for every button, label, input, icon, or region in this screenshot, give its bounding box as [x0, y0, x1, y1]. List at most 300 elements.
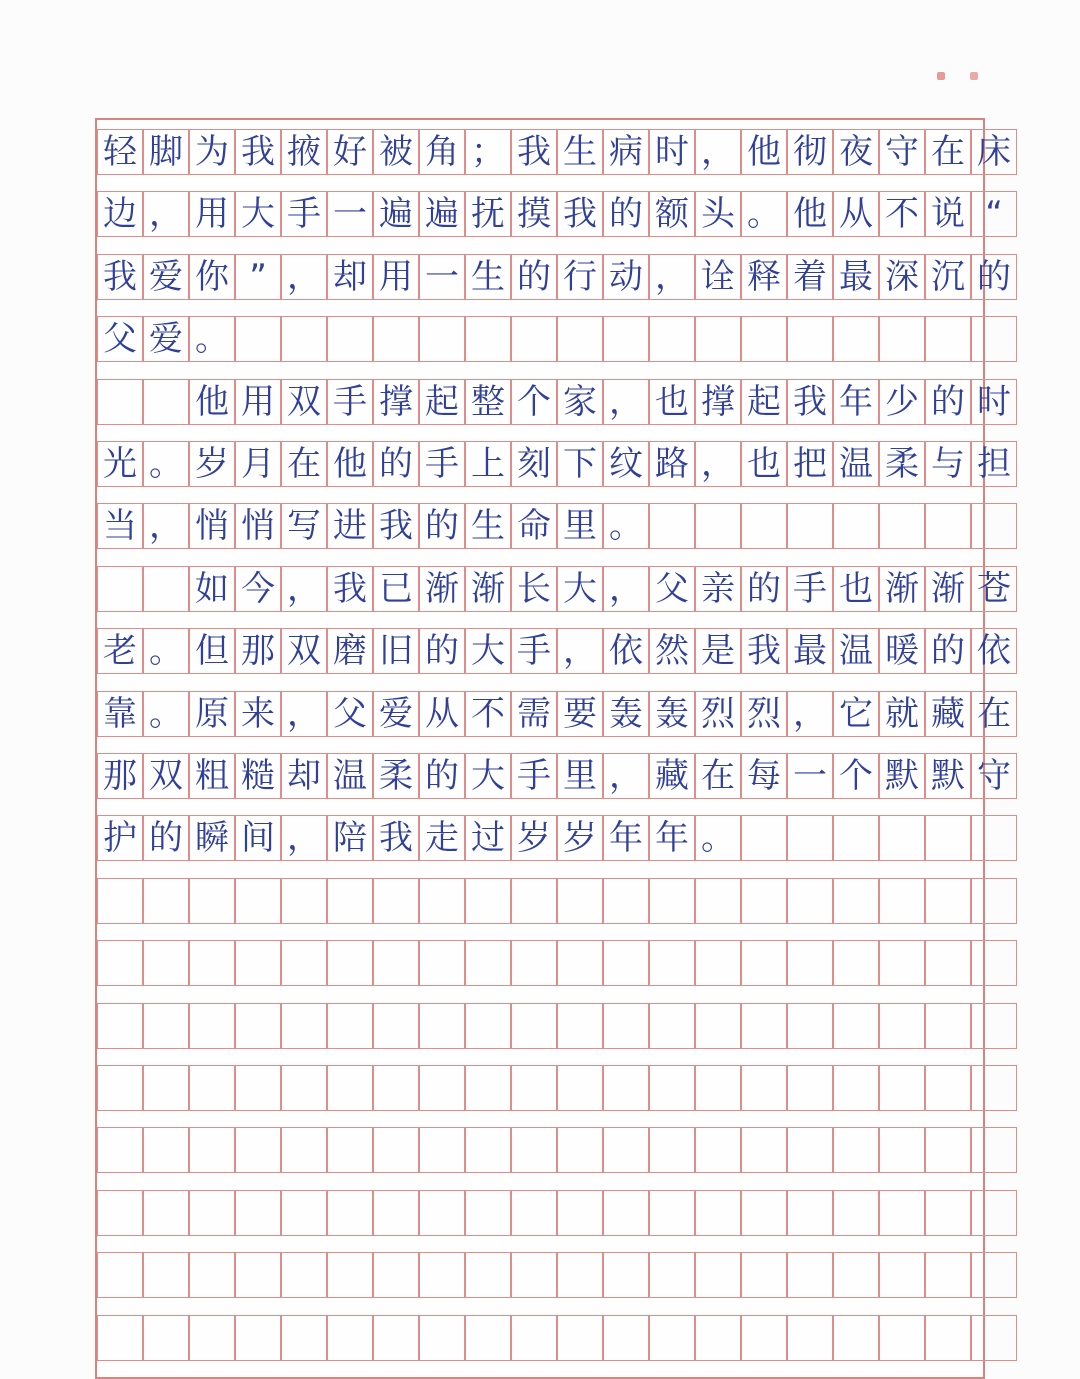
grid-cell: [695, 1252, 741, 1298]
grid-cell: 手: [787, 566, 833, 612]
grid-row: [97, 878, 1017, 924]
grid-cell: [695, 1315, 741, 1361]
grid-cell: 双: [143, 753, 189, 799]
grid-cell: 他: [327, 441, 373, 487]
grid-cell: ”: [235, 254, 281, 300]
grid-cell: [557, 940, 603, 986]
grid-cell: 暖: [879, 628, 925, 674]
grid-cell: [235, 1252, 281, 1298]
grid-cell: [649, 1190, 695, 1236]
grid-cell: [281, 1003, 327, 1049]
grid-cell: [603, 878, 649, 924]
grid-cell: 病: [603, 129, 649, 175]
grid-cell: [557, 1190, 603, 1236]
grid-cell: [189, 940, 235, 986]
grid-cell: 大: [465, 753, 511, 799]
grid-cell: [557, 878, 603, 924]
grid-cell: [787, 940, 833, 986]
grid-cell: [327, 1252, 373, 1298]
grid-cell: 边: [97, 191, 143, 237]
grid-cell: 岁: [511, 815, 557, 861]
grid-cell: [603, 1315, 649, 1361]
grid-cell: 好: [327, 129, 373, 175]
grid-cell: 双: [281, 628, 327, 674]
grid-cell: 一: [787, 753, 833, 799]
grid-cell: [511, 316, 557, 362]
grid-cell: [465, 878, 511, 924]
grid-cell: [235, 1190, 281, 1236]
grid-cell: ，: [603, 566, 649, 612]
grid-cell: 一: [327, 191, 373, 237]
grid-cell: 温: [833, 628, 879, 674]
grid-cell: 个: [833, 753, 879, 799]
grid-cell: 里: [557, 753, 603, 799]
grid-cell: [97, 379, 143, 425]
grid-cell: 遍: [373, 191, 419, 237]
grid-cell: 岁: [189, 441, 235, 487]
grid-cell: ，: [649, 254, 695, 300]
grid-cell: 个: [511, 379, 557, 425]
grid-cell: 的: [971, 254, 1017, 300]
grid-cell: [373, 316, 419, 362]
grid-cell: [557, 1003, 603, 1049]
grid-cell: [741, 815, 787, 861]
grid-cell: [465, 1190, 511, 1236]
grid-cell: 一: [419, 254, 465, 300]
grid-cell: 纹: [603, 441, 649, 487]
grid-cell: 不: [879, 191, 925, 237]
grid-cell: 我: [741, 628, 787, 674]
grid-cell: 在: [925, 129, 971, 175]
grid-cell: 糙: [235, 753, 281, 799]
grid-cell: 悄: [189, 503, 235, 549]
grid-cell: [327, 316, 373, 362]
corner-mark-right: [970, 72, 978, 80]
grid-cell: [465, 940, 511, 986]
grid-cell: 的: [925, 628, 971, 674]
grid-cell: 瞬: [189, 815, 235, 861]
grid-cell: [833, 316, 879, 362]
grid-cell: [511, 940, 557, 986]
grid-cell: 藏: [925, 691, 971, 737]
grid-cell: [327, 1065, 373, 1111]
grid-cell: [787, 1127, 833, 1173]
grid-cell: [603, 1003, 649, 1049]
grid-cell: [97, 1190, 143, 1236]
grid-cell: [97, 940, 143, 986]
grid-row: [97, 691, 1017, 737]
grid-cell: [741, 878, 787, 924]
grid-cell: 在: [971, 691, 1017, 737]
grid-cell: [235, 316, 281, 362]
grid-cell: 默: [879, 753, 925, 799]
grid-cell: [741, 1127, 787, 1173]
grid-cell: 父: [649, 566, 695, 612]
grid-row: [97, 503, 1017, 549]
grid-cell: [373, 1065, 419, 1111]
grid-cell: 摸: [511, 191, 557, 237]
grid-cell: [603, 1127, 649, 1173]
grid-cell: [97, 1003, 143, 1049]
grid-cell: 也: [833, 566, 879, 612]
grid-cell: 额: [649, 191, 695, 237]
grid-cell: 生: [465, 503, 511, 549]
grid-cell: [143, 1065, 189, 1111]
grid-cell: [649, 878, 695, 924]
grid-cell: 刻: [511, 441, 557, 487]
grid-cell: [879, 815, 925, 861]
grid-cell: 的: [603, 191, 649, 237]
grid-cell: [419, 316, 465, 362]
grid-cell: 来: [235, 691, 281, 737]
grid-cell: [833, 1315, 879, 1361]
grid-cell: 时: [649, 129, 695, 175]
grid-cell: 手: [419, 441, 465, 487]
grid-cell: [235, 1003, 281, 1049]
grid-cell: [695, 1003, 741, 1049]
grid-cell: 在: [695, 753, 741, 799]
grid-cell: 上: [465, 441, 511, 487]
grid-cell: 要: [557, 691, 603, 737]
grid-cell: 与: [925, 441, 971, 487]
grid-cell: 撑: [373, 379, 419, 425]
grid-cell: [925, 1127, 971, 1173]
grid-cell: 。: [741, 191, 787, 237]
grid-cell: 守: [971, 753, 1017, 799]
grid-cell: 就: [879, 691, 925, 737]
grid-cell: [971, 1252, 1017, 1298]
grid-cell: [695, 1190, 741, 1236]
grid-cell: 手: [281, 191, 327, 237]
grid-row: [97, 191, 1017, 237]
grid-cell: 爱: [143, 316, 189, 362]
grid-cell: [235, 1127, 281, 1173]
grid-cell: [327, 940, 373, 986]
grid-cell: [695, 316, 741, 362]
grid-cell: [511, 1190, 557, 1236]
grid-cell: [419, 940, 465, 986]
grid-cell: 担: [971, 441, 1017, 487]
grid-cell: [833, 1003, 879, 1049]
grid-cell: 父: [327, 691, 373, 737]
grid-cell: [557, 316, 603, 362]
grid-cell: [97, 878, 143, 924]
grid-cell: [97, 1252, 143, 1298]
grid-cell: [373, 1315, 419, 1361]
grid-cell: 粗: [189, 753, 235, 799]
grid-row: [97, 566, 1017, 612]
grid-cell: 头: [695, 191, 741, 237]
grid-cell: [879, 1252, 925, 1298]
grid-cell: [557, 1315, 603, 1361]
grid-cell: 的: [741, 566, 787, 612]
grid-cell: 父: [97, 316, 143, 362]
grid-cell: 下: [557, 441, 603, 487]
grid-cell: ，: [695, 441, 741, 487]
grid-cell: [879, 1190, 925, 1236]
grid-cell: [281, 940, 327, 986]
grid-cell: 生: [557, 129, 603, 175]
grid-cell: [97, 1315, 143, 1361]
grid-cell: ，: [281, 691, 327, 737]
grid-cell: 如: [189, 566, 235, 612]
grid-cell: 床: [971, 129, 1017, 175]
grid-cell: 长: [511, 566, 557, 612]
grid-cell: [327, 1315, 373, 1361]
grid-cell: ，: [787, 691, 833, 737]
grid-cell: [925, 1190, 971, 1236]
grid-cell: [833, 1127, 879, 1173]
grid-cell: 脚: [143, 129, 189, 175]
grid-cell: [971, 1127, 1017, 1173]
grid-cell: 用: [373, 254, 419, 300]
grid-cell: [327, 1190, 373, 1236]
grid-cell: 。: [189, 316, 235, 362]
grid-cell: 靠: [97, 691, 143, 737]
grid-cell: [465, 1003, 511, 1049]
grid-cell: [649, 1315, 695, 1361]
grid-cell: 月: [235, 441, 281, 487]
grid-cell: [925, 878, 971, 924]
grid-cell: 着: [787, 254, 833, 300]
grid-cell: [787, 1065, 833, 1111]
grid-cell: 磨: [327, 628, 373, 674]
grid-cell: [741, 1315, 787, 1361]
grid-cell: [971, 1190, 1017, 1236]
grid-cell: [465, 1065, 511, 1111]
grid-row: [97, 628, 1017, 674]
grid-cell: [235, 1065, 281, 1111]
grid-cell: [741, 316, 787, 362]
grid-cell: [189, 1127, 235, 1173]
grid-cell: 轰: [649, 691, 695, 737]
grid-row: [97, 1003, 1017, 1049]
grid-cell: 。: [603, 503, 649, 549]
grid-cell: [971, 316, 1017, 362]
grid-cell: 轰: [603, 691, 649, 737]
grid-cell: [281, 878, 327, 924]
grid-cell: [879, 1003, 925, 1049]
grid-cell: [327, 878, 373, 924]
grid-cell: [833, 1065, 879, 1111]
grid-cell: [373, 1127, 419, 1173]
grid-cell: 但: [189, 628, 235, 674]
grid-cell: “: [971, 191, 1017, 237]
grid-cell: 从: [833, 191, 879, 237]
grid-cell: 柔: [879, 441, 925, 487]
grid-cell: ，: [281, 815, 327, 861]
grid-row: [97, 753, 1017, 799]
grid-row: [97, 940, 1017, 986]
grid-cell: [143, 379, 189, 425]
grid-cell: [419, 1315, 465, 1361]
grid-cell: 。: [143, 691, 189, 737]
grid-cell: 起: [419, 379, 465, 425]
grid-cell: 亲: [695, 566, 741, 612]
grid-cell: [649, 503, 695, 549]
grid-cell: 你: [189, 254, 235, 300]
grid-cell: [327, 1003, 373, 1049]
grid-row: [97, 441, 1017, 487]
grid-cell: 走: [419, 815, 465, 861]
grid-cell: [465, 316, 511, 362]
grid-cell: 藏: [649, 753, 695, 799]
grid-cell: [97, 566, 143, 612]
grid-cell: [511, 1065, 557, 1111]
grid-cell: 渐: [925, 566, 971, 612]
grid-cell: [879, 316, 925, 362]
grid-cell: 陪: [327, 815, 373, 861]
grid-cell: [649, 1003, 695, 1049]
grid-cell: [189, 1190, 235, 1236]
grid-cell: [465, 1252, 511, 1298]
grid-cell: [235, 1315, 281, 1361]
grid-cell: [971, 815, 1017, 861]
grid-cell: [511, 1252, 557, 1298]
grid-cell: [787, 1252, 833, 1298]
grid-cell: 少: [879, 379, 925, 425]
grid-cell: [833, 1190, 879, 1236]
grid-cell: 守: [879, 129, 925, 175]
grid-cell: [143, 940, 189, 986]
grid-cell: [787, 1190, 833, 1236]
grid-cell: 在: [281, 441, 327, 487]
grid-cell: 依: [971, 628, 1017, 674]
grid-cell: 用: [189, 191, 235, 237]
grid-row: [97, 1190, 1017, 1236]
grid-cell: [787, 878, 833, 924]
grid-cell: [833, 815, 879, 861]
grid-cell: 需: [511, 691, 557, 737]
grid-cell: 角: [419, 129, 465, 175]
grid-cell: ，: [695, 129, 741, 175]
grid-cell: [557, 1252, 603, 1298]
grid-cell: 家: [557, 379, 603, 425]
grid-cell: 却: [327, 254, 373, 300]
grid-cell: 我: [787, 379, 833, 425]
grid-cell: [787, 316, 833, 362]
grid-cell: [879, 1065, 925, 1111]
grid-cell: [649, 1065, 695, 1111]
grid-cell: [143, 1003, 189, 1049]
grid-cell: [695, 1065, 741, 1111]
grid-cell: [925, 1065, 971, 1111]
grid-cell: [925, 503, 971, 549]
grid-cell: 彻: [787, 129, 833, 175]
grid-cell: [143, 1315, 189, 1361]
grid-cell: [741, 1065, 787, 1111]
grid-cell: 我: [511, 129, 557, 175]
grid-cell: 悄: [235, 503, 281, 549]
grid-cell: [787, 503, 833, 549]
grid-row: [97, 1315, 1017, 1361]
grid-cell: 的: [143, 815, 189, 861]
manuscript-grid-paper: [95, 118, 1011, 1379]
grid-cell: 它: [833, 691, 879, 737]
grid-cell: [879, 503, 925, 549]
grid-cell: [557, 1127, 603, 1173]
grid-cell: 年: [833, 379, 879, 425]
grid-cell: 。: [143, 441, 189, 487]
grid-cell: [419, 1252, 465, 1298]
grid-cell: 大: [465, 628, 511, 674]
grid-cell: [649, 1127, 695, 1173]
grid-cell: 依: [603, 628, 649, 674]
grid-cell: [419, 1190, 465, 1236]
grid-cell: [879, 1315, 925, 1361]
grid-cell: ；: [465, 129, 511, 175]
grid-cell: [189, 1315, 235, 1361]
grid-cell: 手: [511, 628, 557, 674]
grid-cell: 当: [97, 503, 143, 549]
grid-cell: 的: [511, 254, 557, 300]
grid-cell: 路: [649, 441, 695, 487]
grid-cell: [281, 1252, 327, 1298]
grid-cell: 诠: [695, 254, 741, 300]
grid-cell: [143, 1252, 189, 1298]
grid-cell: [511, 1003, 557, 1049]
grid-cell: [741, 1190, 787, 1236]
grid-cell: [741, 1003, 787, 1049]
grid-cell: 夜: [833, 129, 879, 175]
grid-cell: 渐: [879, 566, 925, 612]
grid-cell: 轻: [97, 129, 143, 175]
grid-cell: [925, 316, 971, 362]
grid-cell: [925, 1003, 971, 1049]
grid-cell: 也: [649, 379, 695, 425]
grid-cell: 也: [741, 441, 787, 487]
grid-cell: 渐: [465, 566, 511, 612]
grid-cell: [741, 940, 787, 986]
grid-cell: [281, 1190, 327, 1236]
grid-cell: [879, 940, 925, 986]
grid-cell: 他: [787, 191, 833, 237]
grid-cell: 的: [419, 753, 465, 799]
grid-cell: 我: [373, 815, 419, 861]
grid-cell: [971, 1003, 1017, 1049]
grid-row: [97, 815, 1017, 861]
grid-cell: 为: [189, 129, 235, 175]
grid-cell: ，: [143, 503, 189, 549]
grid-cell: 温: [327, 753, 373, 799]
grid-cell: 旧: [373, 628, 419, 674]
grid-cell: [649, 316, 695, 362]
grid-cell: 的: [419, 628, 465, 674]
grid-cell: [971, 503, 1017, 549]
grid-cell: 那: [97, 753, 143, 799]
grid-cell: 命: [511, 503, 557, 549]
grid-cell: [281, 1315, 327, 1361]
grid-cell: ，: [603, 753, 649, 799]
grid-row: [97, 316, 1017, 362]
grid-cell: 。: [695, 815, 741, 861]
grid-cell: 动: [603, 254, 649, 300]
grid-cell: 手: [511, 753, 557, 799]
grid-cell: 整: [465, 379, 511, 425]
grid-cell: 每: [741, 753, 787, 799]
grid-cell: 烈: [741, 691, 787, 737]
grid-cell: [925, 940, 971, 986]
grid-cell: [373, 1252, 419, 1298]
grid-cell: [649, 1252, 695, 1298]
grid-cell: [603, 1252, 649, 1298]
grid-cell: 他: [741, 129, 787, 175]
grid-cell: 的: [419, 503, 465, 549]
grid-cell: [235, 878, 281, 924]
grid-cell: [189, 1003, 235, 1049]
grid-cell: 默: [925, 753, 971, 799]
grid-cell: 大: [557, 566, 603, 612]
